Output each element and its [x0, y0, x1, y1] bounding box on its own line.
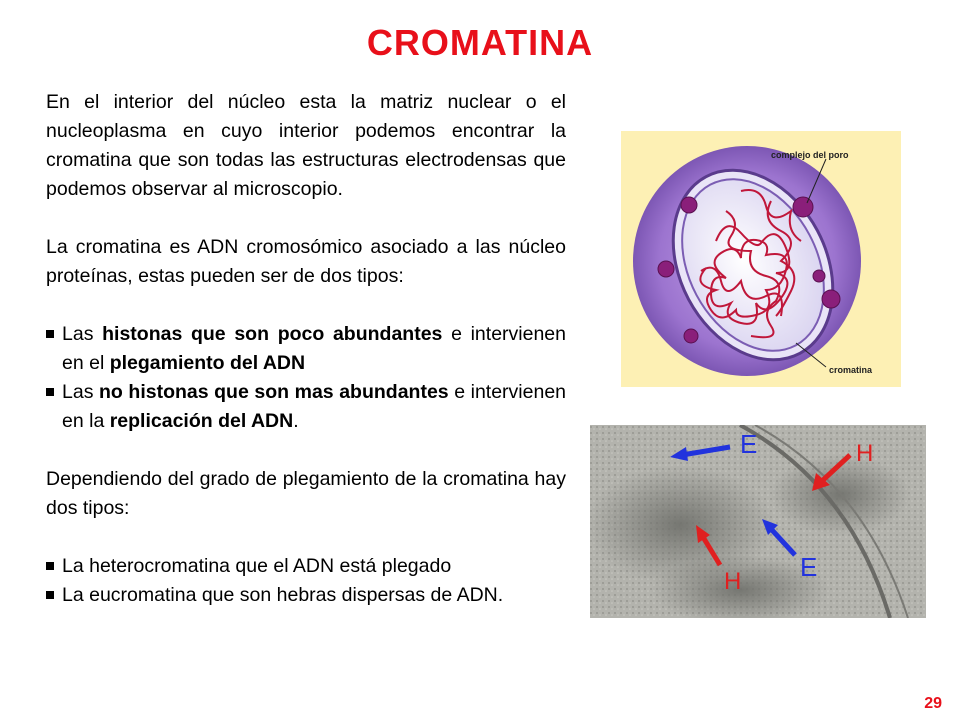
svg-text:E: E	[740, 429, 758, 459]
svg-text:H: H	[724, 568, 742, 595]
bullet-square-icon	[46, 330, 54, 338]
slide-title: CROMATINA	[366, 22, 594, 63]
paragraph-cromatina-definition: La cromatina es ADN cromosómico asociado a las núcleo proteínas, estas pueden ser de dos tipos:	[46, 236, 566, 287]
list-item: La eucromatina que son hebras dispersas de ADN.	[46, 581, 566, 610]
paragraph-intro: En el interior del núcleo esta la matriz nuclear o el nucleoplasma en cuyo interior podemos encontrar la cromatina que son todas las estructuras electrodensas que podemos observar al microscopio.	[46, 91, 566, 200]
nucleus-diagram	[621, 131, 901, 387]
protein-types-list	[46, 320, 566, 436]
bullet-square-icon	[46, 388, 54, 396]
micrograph-image	[590, 425, 926, 618]
nucleus-illustration	[621, 131, 901, 387]
page-number: 29	[924, 695, 942, 712]
list-item: Las histonas que son poco abundantes e intervienen en el plegamiento del ADN	[46, 320, 566, 378]
label-pore-complex: complejo del poro	[771, 150, 849, 160]
list-item: Las no histonas que son mas abundantes e intervienen en la replicación del ADN.	[46, 378, 566, 436]
bullet-square-icon	[46, 562, 54, 570]
svg-text:E: E	[800, 552, 818, 582]
micrograph-illustration	[590, 425, 926, 618]
svg-text:H: H	[856, 440, 874, 467]
chromatin-types-list	[46, 552, 566, 610]
list-item: La heterocromatina que el ADN está plegado	[46, 552, 566, 581]
body-text	[46, 88, 566, 610]
bullet-square-icon	[46, 591, 54, 599]
paragraph-folding-types: Dependiendo del grado de plegamiento de la cromatina hay dos tipos:	[46, 468, 566, 519]
label-chromatin: cromatina	[829, 365, 873, 375]
